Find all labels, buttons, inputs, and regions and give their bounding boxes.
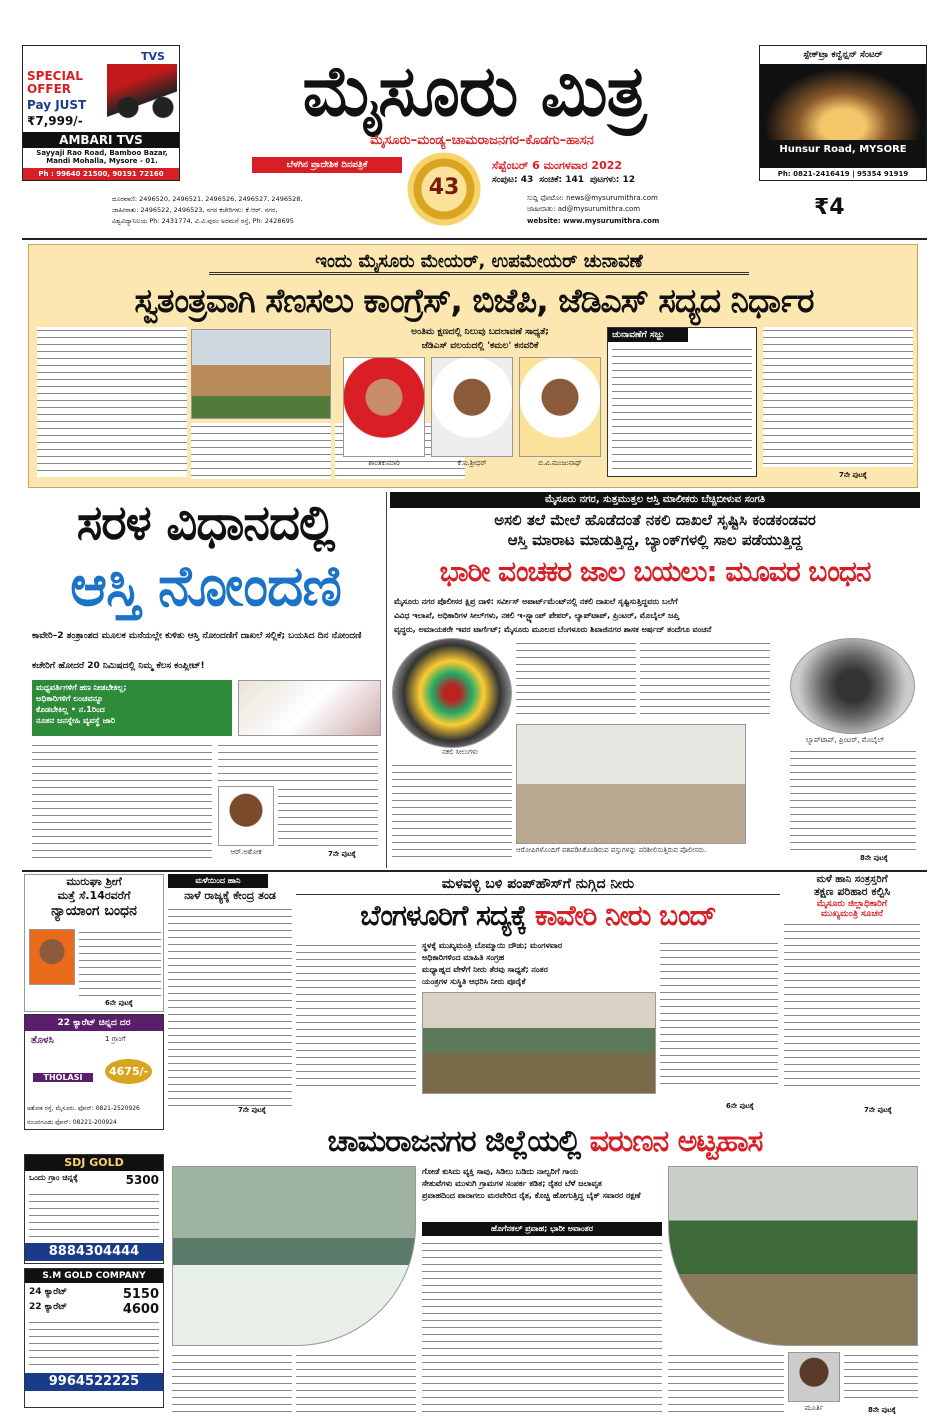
- murugha-head-2: ಮತ್ತೆ ಸೆ.14ರವರೆಗೆ: [57, 889, 131, 902]
- cn-bullet-1b: ಗಾಯ: [562, 1167, 579, 1176]
- fraud-headline: ಭಾರೀ ವಂಚಕರ ಜಾಲ ಬಯಲು: ಮೂವರ ಬಂಧನ: [439, 555, 871, 588]
- murugha-head-3: ನ್ಯಾಯಾಂಗ ಬಂಧನ: [51, 903, 137, 919]
- cn-bullet-2b: ಕಡಿತ; ರೈತರ ಬೆಳೆ ಜಲಾವೃತ: [529, 1179, 602, 1188]
- rain-team-kicker: ಮಳೆಯಿಂದ ಹಾನಿ: [168, 874, 268, 888]
- convention-phone: Ph: 0821-2416419 | 95354 91919: [760, 168, 926, 180]
- rain-team-text: [168, 906, 292, 1112]
- gold-rate-ad[interactable]: [24, 1014, 164, 1130]
- sdj-price: 5300: [125, 1173, 159, 1187]
- candidate-photo-3: [519, 357, 601, 457]
- cauvery-bullet-2: ಅಧಿಕಾರಿಗಳಿಂದ ಮಾಹಿತಿ ಸಂಗ್ರಹ: [422, 953, 505, 962]
- convention-ad[interactable]: [759, 45, 927, 181]
- fraud-col-4: [790, 748, 916, 852]
- police-photo: [516, 724, 746, 844]
- sdj-line: ಒಂದು ಗ್ರಾಂ ಚಿನ್ನಕ್ಕೆ: [29, 1173, 78, 1182]
- cn-bullet-3b: ಮರವೇರಿದ ರೈತ, ಕೊಚ್ಚಿ ಹೋಗುತ್ತಿದ್ದ ಬೈಕ್ ಸವಾರರ ರಕ್ಷಣೆ: [487, 1191, 641, 1200]
- property-bullet-1: ಕಾವೇರಿ–2 ತಂತ್ರಾಂಶದ ಮೂಲಕ ಮನೆಯಲ್ಲೇ ಕುಳಿತು ಆಸ್ತಿ ನೋಂದಣಿಗೆ ದಾಖಲೆ ಸಲ್ಲಿಕೆ; ಬಯಸಿದ ದಿನ ನೋಂದಣಿ: [32, 631, 362, 641]
- cauvery-col-2: [660, 940, 778, 1090]
- sm-p24: 5150: [122, 1287, 159, 1302]
- laptops-caption: ಲ್ಯಾಪ್‌ಟಾಪ್, ಪ್ರಿಂಟರ್, ಮೊಬೈಲ್: [805, 736, 885, 744]
- cauvery-kicker: ಮಳವಳ್ಳಿ ಬಳಿ ಪಂಪ್‌ಹೌಸ್‌ಗೆ ನುಗ್ಗಿದ ನೀರು: [296, 874, 780, 895]
- relief-continued: 7ನೇ ಪುಟಕ್ಕೆ: [864, 1106, 892, 1114]
- rain-team-continued: 7ನೇ ಪುಟಕ್ಕೆ: [238, 1106, 266, 1114]
- issue-number: ಸಂಚಿಕೆ: 141: [539, 175, 584, 185]
- mid-rule: [22, 870, 927, 872]
- special-offer: SPECIAL OFFER: [27, 69, 83, 96]
- sm-k24: 24 ಕ್ಯಾರೆಟ್: [29, 1287, 68, 1297]
- relief-head-2: ತಕ್ಷಣ ಪರಿಹಾರ ಕಲ್ಪಿಸಿ: [813, 885, 891, 898]
- chamarajanagar-head-a: ಚಾಮರಾಜನಗರ ಜಿಲ್ಲೆಯಲ್ಲಿ: [327, 1124, 590, 1159]
- page-count: ಪುಟಗಳು: 12: [589, 175, 636, 185]
- divider-1: [386, 492, 387, 868]
- cauvery-bullet-1: ಸ್ಥಳಕ್ಕೆ ಮುಖ್ಯಮಂತ್ರಿ ಬೊಮ್ಮಾಯಿ ದೌಡು;: [422, 941, 528, 950]
- property-col-1: [32, 742, 212, 862]
- chamarajanagar-story: [168, 1120, 922, 1420]
- fraud-kicker: ಮೈಸೂರು ನಗರ, ಸುತ್ತಮುತ್ತಲ ಆಸ್ತಿ ಮಾಲೀಕರು ಬೆಚ್ಚಿಬೀಳುವ ಸಂಗತಿ: [390, 492, 920, 508]
- candidate-photo-1: [343, 357, 425, 457]
- lead-col-1: [37, 327, 187, 477]
- fraud-deck-1: ಅಸಲಿ ತಲೆ ಮೇಲೆ ಹೊಡೆದಂತೆ ನಕಲಿ ದಾಖಲೆ ಸೃಷ್ಟಿಸಿ ಕಂಡಕಂಡವರ: [494, 511, 816, 529]
- tvs-ad[interactable]: [22, 45, 180, 181]
- dealer-address: Sayyaji Rao Road, Bamboo Bazar, Mandi Mohalla, Mysore - 01.: [36, 149, 168, 165]
- property-col-2: [218, 742, 378, 782]
- lead-subhead-2: ಜೆಡಿಎಸ್ ವಲಯದಲ್ಲಿ 'ಕಮಲ' ಕನವರಿಕೆ: [421, 341, 539, 351]
- tvs-logo: TVS: [141, 50, 165, 63]
- sm-text: [29, 1319, 159, 1371]
- property-continued: 7ನೇ ಪುಟಕ್ಕೆ: [328, 850, 356, 858]
- contact-email-ads: ಜಾಹೀರಾತು: ad@mysurumithra.com: [527, 205, 641, 213]
- property-bullet-2: ಕಚೇರಿಗೆ ಹೋದರೆ 20 ನಿಮಿಷದಲ್ಲಿ ನಿಮ್ಮ ಕೆಲಸ ಕಂಪ್ಲೀಟ್!: [32, 661, 205, 671]
- convention-title: ಸ್ಪೇಕ್‌ಟ್ರಾ ಕನ್ವೆನ್ಷನ್ ಸೆಂಟರ್: [760, 46, 926, 64]
- lead-kicker: ಇಂದು ಮೈಸೂರು ಮೇಯರ್, ಉಪಮೇಯರ್ ಚುನಾವಣೆ: [209, 251, 749, 275]
- green-line-2: ಅಧಿಕಾರಿಗಳಿಗೆ ಲಂಚವನ್ನೂ: [36, 694, 104, 703]
- website: website: www.mysurumithra.com: [527, 217, 660, 225]
- cauvery-headline-a: ಬೆಂಗಳೂರಿಗೆ ಸದ್ಯಕ್ಕೆ: [360, 899, 535, 932]
- chamarajanagar-headline: [168, 1120, 922, 1164]
- candidate-caption-1: ಶಾಂತಕುಮಾರಿ: [368, 459, 400, 467]
- relief-head-1: ಮಳೆ ಹಾನಿ ಸಂತ್ರಸ್ತರಿಗೆ: [816, 874, 888, 885]
- relief-text: [784, 921, 920, 1091]
- cn-bullet-3: ಪ್ರವಾಹದಿಂದ ಪಾರಾಗಲು: [422, 1191, 485, 1200]
- election-box-title: ಚುನಾವಣೆಗೆ ಸಜ್ಜು: [608, 328, 688, 342]
- pumphouse-photo: [422, 992, 656, 1094]
- newspaper-title: ಮೈಸೂರು ಮಿತ್ರ: [302, 50, 646, 132]
- tholasi-address-1: ಅಶೋಕ ರಸ್ತೆ, ಮೈಸೂರು. ಫೋನ್: 0821-2520926: [27, 1105, 140, 1112]
- tholasi-address-2: ನಂಜನಗೂಡು ಫೋನ್: 08221-200924: [27, 1119, 117, 1126]
- tholasi-brand: THOLASI: [33, 1073, 93, 1082]
- green-line-5: ನೂತನ ಜನಸ್ನೇಹಿ ವ್ಯವಸ್ಥೆ ಜಾರಿ: [36, 716, 116, 725]
- property-col-3: [278, 786, 378, 846]
- cn-bullets: [422, 1166, 662, 1202]
- cauvery-headline-b: ಕಾವೇರಿ ನೀರು ಬಂದ್: [534, 899, 716, 932]
- fraud-story: [390, 492, 920, 868]
- fraud-bullet-2: ವಿವಿಧ ಇಲಾಖೆ, ಅಧಿಕಾರಿಗಳ ಸೀಲ್‌ಗಳು, ನಕಲಿ ಇ-ಸ್ಟ್ಯಾಂಪ್ ಪೇಪರ್, ಲ್ಯಾಪ್‌ಟಾಪ್, ಪ್ರಿಂಟರ್, ಮೊಬೈಲ್ ಜಪ್ತಿ: [394, 611, 680, 620]
- cauvery-bullet-1b: ಮಂಗಳವಾರ: [530, 941, 563, 950]
- dealer-phone: Ph : 99640 21500, 90191 72160: [23, 168, 179, 180]
- fraud-col-2: [640, 640, 770, 720]
- laptops-photo: [790, 638, 915, 734]
- scooter-image: [107, 64, 177, 126]
- cn-subhead: ಹೊಗೆನಕಲ್ ಪ್ರವಾಹ; ಭಾರೀ ಅವಾಂತರ: [422, 1222, 662, 1236]
- cauvery-bullet-3: ಮಧ್ಯಾಹ್ನದ ವೇಳೆಗೆ ನೀರು ತೆರವು ಸಾಧ್ಯತೆ; ನಂತರ: [422, 965, 548, 974]
- green-line-4: ನ.1ರಿಂದ: [78, 705, 105, 714]
- cn-col-4: [668, 1352, 784, 1414]
- candidate-caption-2: ಕೆ.ವಿ.ಶ್ರೀಧರ್: [457, 459, 487, 467]
- fraud-col-3: [392, 762, 512, 862]
- sdj-title: SDJ GOLD: [25, 1155, 163, 1171]
- lead-continued: 7ನೇ ಪುಟಕ್ಕೆ: [839, 471, 867, 479]
- gold-rate-title: 22 ಕ್ಯಾರೆಟ್ ಚಿನ್ನದ ದರ: [25, 1015, 163, 1031]
- dealer-name: AMBARI TVS: [23, 132, 179, 148]
- regions-line: ಮೈಸೂರು–ಮಂಡ್ಯ–ಚಾಮರಾಜನಗರ–ಕೊಡಗು–ಹಾಸನ: [370, 133, 594, 148]
- contact-email-news: ಸುದ್ದಿ ಫೋಟೋ: news@mysurumithra.com: [527, 194, 658, 202]
- property-head-1: ಸರಳ ವಿಧಾನದಲ್ಲಿ: [76, 495, 335, 551]
- lead-col-2: [191, 423, 331, 479]
- cn-bullet-2: ಸೇತುವೆಗಳು ಮುಳುಗಿ ಗ್ರಾಮಗಳ ಸಂಪರ್ಕ: [422, 1179, 527, 1188]
- ashoka-photo: [218, 786, 274, 846]
- sdj-text: [29, 1191, 159, 1241]
- volume-info: [492, 175, 752, 185]
- candidate-caption-3: ಬಿ.ವಿ.ಮಂಜುನಾಥ್: [538, 459, 582, 467]
- cauvery-bullet-4: ಯಂತ್ರಗಳ ಸುಸ್ಥಿತಿ ಆಧರಿಸಿ ನೀರು ಪೂರೈಕೆ: [422, 977, 526, 986]
- phone-line-1: ದೂರವಾಣಿ: 2496520, 2496521, 2496526, 2496527, 2496528,: [112, 195, 303, 203]
- murthy-caption: ಮೂರ್ತಿ: [804, 1404, 824, 1412]
- relief-head-3: ಮೈಸೂರು ಜಿಲ್ಲಾಧಿಕಾರಿಗೆ: [816, 899, 888, 909]
- property-story: [28, 492, 383, 868]
- volume: ಸಂಪುಟ: 43: [492, 175, 534, 185]
- relief-story: [784, 874, 920, 1118]
- sm-k22: 22 ಕ್ಯಾರೆಟ್: [29, 1302, 68, 1312]
- murugha-head-1: ಮುರುಘಾ ಶ್ರೀಗೆ: [66, 875, 122, 888]
- lead-col-4: [763, 327, 913, 467]
- price: ₹4: [814, 195, 845, 220]
- fraud-bullet-1: ಮೈಸೂರು ನಗರ ಪೊಲೀಸರ ಕ್ಷಿಪ್ರ ದಾಳಿ: ಸರ್ವೀಸ್ ಅಪಾರ್ಟ್‌ಮೆಂಟ್‌ನಲ್ಲಿ ನಕಲಿ ದಾಖಲೆ ಸೃಷ್ಟಿಸುತ್ತಿದ್ದವರು ಬಲೆಗೆ: [394, 597, 678, 606]
- convention-image: [764, 68, 922, 140]
- tagline: ಬೆಳಗಿನ ಪ್ರಾದೇಶಿಕ ದಿನಪತ್ರಿಕೆ: [252, 157, 402, 173]
- fraud-continued: 8ನೇ ಪುಟಕ್ಕೆ: [860, 854, 888, 862]
- green-line-3: ಕೊಡಬೇಕಿಲ್ಲ: [36, 705, 69, 714]
- cauvery-col-1: [296, 942, 416, 1092]
- fraud-deck-2: ಆಸ್ತಿ ಮಾರಾಟ ಮಾಡುತ್ತಿದ್ದ, ಬ್ಯಾಂಕ್‌ಗಳಲ್ಲಿ ಸಾಲ ಪಡೆಯುತ್ತಿದ್ದ: [507, 531, 803, 549]
- cn-col-2: [296, 1352, 416, 1414]
- murugha-continued: 6ನೇ ಪುಟಕ್ಕೆ: [105, 999, 133, 1007]
- masthead: [22, 45, 927, 238]
- sm-gold-ad[interactable]: [24, 1268, 164, 1408]
- property-green-box: ಮಧ್ಯವರ್ತಿಗಳಿಗೆ ಹಣ ನೀಡಬೇಕಿಲ್ಲ; ಅಧಿಕಾರಿಗಳಿಗೆ ಲಂಚವನ್ನೂ ಕೊಡಬೇಕಿಲ್ಲ • ನ.1ರಿಂದ ನೂತನ ಜನಸ್ನೇಹಿ ವ್ಯವಸ್ಥೆ ಜಾರಿ: [32, 680, 232, 736]
- candidate-photo-2: [431, 357, 513, 457]
- rain-team-head: ನಾಳೆ ರಾಜ್ಯಕ್ಕೆ ಕೇಂದ್ರ ತಂಡ: [184, 889, 276, 902]
- murthy-photo: [788, 1352, 840, 1402]
- gold-unit: 1 ಗ್ರಾಂಗೆ: [105, 1035, 126, 1043]
- phone-line-2: ಜಾಹೀರಾತು: 2496522, 2496523, ನಗರ ಕಚೇರಿಗಳು: ಕೆ.ಆರ್. ನಗರ,: [112, 206, 278, 214]
- murugha-story: [24, 874, 164, 1012]
- lead-subhead-1: ಅಂತಿಮ ಕ್ಷಣದಲ್ಲಿ ನಿಲುವು ಬದಲಾವಣೆ ಸಾಧ್ಯತೆ;: [411, 327, 549, 337]
- tholasi-logo: ತೊಳಸಿ: [31, 1035, 54, 1046]
- relief-head-4: ಮುಖ್ಯಮಂತ್ರಿ ಸೂಚನೆ: [820, 909, 884, 919]
- seals-caption: ನಕಲಿ ಸೀಲುಗಳು: [441, 748, 479, 756]
- gold-price-badge: 4675/-: [105, 1059, 152, 1084]
- flood-photo-1: [172, 1166, 416, 1346]
- issue-date: ಸೆಪ್ಟೆಂಬರ್ 6 ಮಂಗಳವಾರ 2022: [492, 159, 623, 172]
- fraud-col-1: [516, 640, 636, 720]
- fraud-bullet-3: ವೃದ್ಧರು, ಅಮಾಯಕರೇ ಇವರ ಟಾರ್ಗೆಟ್; ಮೈಸೂರು ಮೂಲದ ಬೆಂಗಳೂರು ಶಿವಾಜಿನಗರ ಶಾಸಕ ಅರ್ಷದ್ ತಂದೆಗೂ ವಂಚನೆ: [394, 625, 712, 634]
- phone-line-3: ವಿಶ್ವವಿದ್ಯಾನಿಲಯ Ph: 2431774, ವಿ.ವಿ.ಪುರಂ ಅರಮನೆ ರಸ್ತೆ, Ph: 2428695: [112, 217, 294, 225]
- anniversary-seal: [405, 149, 483, 229]
- cauvery-bullets: [422, 940, 652, 988]
- lead-headline: ಸ್ವತಂತ್ರವಾಗಿ ಸೆಣಸಲು ಕಾಂಗ್ರೆಸ್, ಬಿಜೆಪಿ, ಜೆಡಿಎಸ್ ಸದ್ಯದ ನಿರ್ಧಾರ: [134, 281, 814, 320]
- property-head-2: ಆಸ್ತಿ ನೋಂದಣಿ: [70, 554, 341, 619]
- cauvery-story: [296, 874, 780, 1118]
- convention-location: Hunsur Road, MYSORE: [779, 144, 907, 155]
- swamiji-photo: [29, 929, 75, 985]
- election-box: [607, 327, 757, 477]
- cn-continued: 8ನೇ ಪುಟಕ್ಕೆ: [868, 1406, 896, 1414]
- cauvery-headline: [296, 895, 780, 937]
- pay-just: Pay JUST: [27, 98, 87, 112]
- anniversary-number: 43: [428, 175, 460, 200]
- property-photo: [238, 680, 381, 736]
- cn-col-5: [844, 1352, 918, 1402]
- cn-col-1: [172, 1352, 292, 1414]
- cn-col-3: [422, 1240, 662, 1412]
- green-line-1: ಮಧ್ಯವರ್ತಿಗಳಿಗೆ ಹಣ ನೀಡಬೇಕಿಲ್ಲ;: [36, 683, 127, 692]
- seals-photo: [392, 638, 512, 748]
- flood-photo-2: [668, 1166, 918, 1346]
- election-box-text: [612, 346, 752, 472]
- sm-phone: 9964522225: [25, 1373, 163, 1391]
- palace-photo: [191, 329, 331, 419]
- sm-p22: 4600: [122, 1302, 159, 1317]
- sm-title: S.M GOLD COMPANY: [25, 1269, 163, 1283]
- offer-amount: ₹7,999/-: [27, 114, 83, 128]
- cauvery-continued: 6ನೇ ಪುಟಕ್ಕೆ: [726, 1102, 754, 1110]
- rain-team-story: [168, 874, 292, 1118]
- murugha-text: [79, 929, 161, 997]
- chamarajanagar-head-b: ವರುಣನ ಅಟ್ಟಹಾಸ: [589, 1124, 763, 1159]
- ashoka-caption: ಆರ್.ಅಶೋಕ: [230, 848, 262, 856]
- police-caption: ಆರೋಪಿಗಳೊಂದಿಗೆ ವಶಪಡಿಸಿಕೊಂಡಿರುವ ವಸ್ತುಗಳನ್ನು ಪರಿಶೀಲಿಸುತ್ತಿರುವ ಪೊಲೀಸರು.: [516, 846, 707, 854]
- cn-bullet-1: ಗೋಡೆ ಕುಸಿದು ವ್ಯಕ್ತಿ ಸಾವು, ಸಿಡಿಲು ಬಡಿದು ನಾಲ್ವರಿಗೆ: [422, 1167, 560, 1176]
- masthead-rule: [22, 238, 927, 240]
- sdj-phone: 8884304444: [25, 1243, 163, 1261]
- sdj-gold-ad[interactable]: [24, 1154, 164, 1264]
- lead-story: [28, 244, 918, 488]
